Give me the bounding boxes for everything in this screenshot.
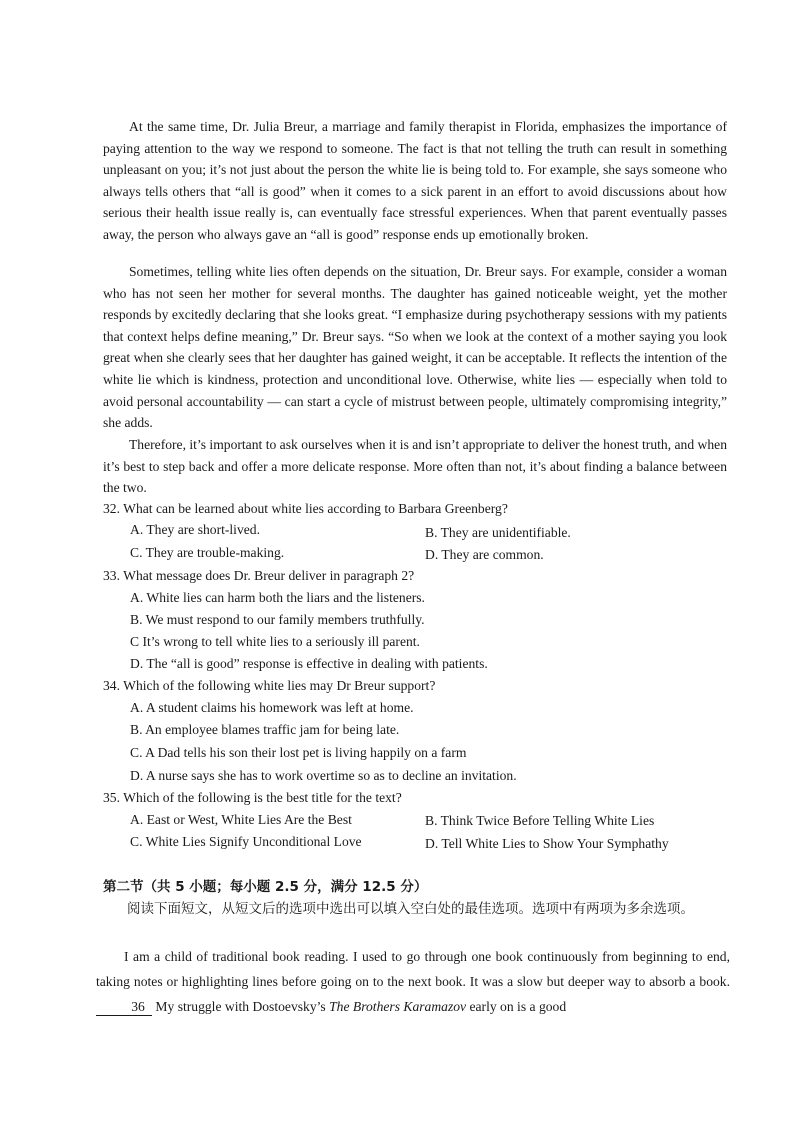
question-34-option-d[interactable]: D. A nurse says she has to work overtime so as to decline an invitation. [130, 768, 517, 783]
question-35-option-a[interactable]: A. East or West, White Lies Are the Best [130, 812, 352, 827]
section-2-passage [96, 944, 730, 1019]
passage-text-part-1: I am a child of traditional book reading. I used to go through one book continuously from beginning to end, taking notes or highlighting lines before going on to the next book. It was a slow but deeper way to absorb a book. [96, 949, 730, 989]
question-33-option-c[interactable]: C It’s wrong to tell white lies to a seriously ill parent. [130, 634, 420, 649]
question-34-option-c[interactable]: C. A Dad tells his son their lost pet is living happily on a farm [130, 745, 467, 760]
question-33-option-b[interactable]: B. We must respond to our family members truthfully. [130, 612, 425, 627]
paragraph-2: Sometimes, telling white lies often depends on the situation, Dr. Breur says. For example, consider a woman who has not seen her mother for several months. The daughter has gained noticeable weight, yet the mother responds by excitedly declaring that she looks great. “I emphasize during psychotherapy sessions with my patients that context helps define meaning,” Dr. Breur says. “So when we look at the context of a mother saying you look great when she clearly sees that her daughter has gained weight, it can be acceptable. It reflects the intention of the white lie which is kindness, protection and unconditional love. Otherwise, white lies — especially when told to avoid personal accountability — can start a cycle of mistrust between people, ultimately compromising integrity,” she adds. [103, 264, 727, 431]
question-32-option-d[interactable]: D. They are common. [425, 547, 544, 562]
question-35-option-b[interactable]: B. Think Twice Before Telling White Lies [425, 813, 655, 828]
question-33-option-d[interactable]: D. The “all is good” response is effective in dealing with patients. [130, 656, 488, 671]
question-33-stem: 33. What message does Dr. Breur deliver in paragraph 2? [103, 568, 415, 583]
question-35-option-c[interactable]: C. White Lies Signify Unconditional Love [130, 834, 362, 849]
question-35-option-d[interactable]: D. Tell White Lies to Show Your Symphathy [425, 836, 669, 851]
question-33-option-a[interactable]: A. White lies can harm both the liars and the listeners. [130, 590, 425, 605]
question-34-option-b[interactable]: B. An employee blames traffic jam for being late. [130, 722, 400, 737]
blank-36[interactable]: 36 [96, 999, 152, 1016]
passage-text-part-3: early on is a good [469, 999, 567, 1014]
section-2-instruction: 阅读下面短文，从短文后的选项中选出可以填入空白处的最佳选项。选项中有两项为多余选项。 [127, 901, 694, 917]
passage-text-part-2: My struggle with Dostoevsky’s [155, 999, 326, 1014]
paragraph-1: At the same time, Dr. Julia Breur, a marriage and family therapist in Florida, emphasizes the importance of paying attention to the way we respond to someone. The fact is that not telling the truth can result in something unpleasant on you; it’s not just about the person the white lie is being told to. For example, she says someone who always tells others that “all is good” when it comes to a sick parent in an effort to avoid discussions about how serious their health issue really is, can eventually face stressful experiences. When that parent eventually passes away, the person who always gave an “all is good” response ends up emotionally broken. [103, 119, 727, 242]
paragraph-3: Therefore, it’s important to ask ourselves when it is and isn’t appropriate to deliver the honest truth, and when it’s best to step back and offer a more delicate response. More often than not, it’s about finding a balance between the two. [103, 437, 727, 496]
question-32-option-c[interactable]: C. They are trouble-making. [130, 545, 285, 560]
question-32-option-b[interactable]: B. They are unidentifiable. [425, 525, 571, 540]
question-32-option-a[interactable]: A. They are short-lived. [130, 522, 260, 537]
section-2-title: 第二节（共 5 小题；每小题 2.5 分，满分 12.5 分） [103, 879, 428, 895]
question-32-stem: 32. What can be learned about white lies according to Barbara Greenberg? [103, 501, 508, 516]
question-34-stem: 34. Which of the following white lies may Dr Breur support? [103, 678, 436, 693]
book-title: The Brothers Karamazov [329, 999, 467, 1014]
question-34-option-a[interactable]: A. A student claims his homework was left at home. [130, 700, 414, 715]
question-35-stem: 35. Which of the following is the best title for the text? [103, 790, 402, 805]
